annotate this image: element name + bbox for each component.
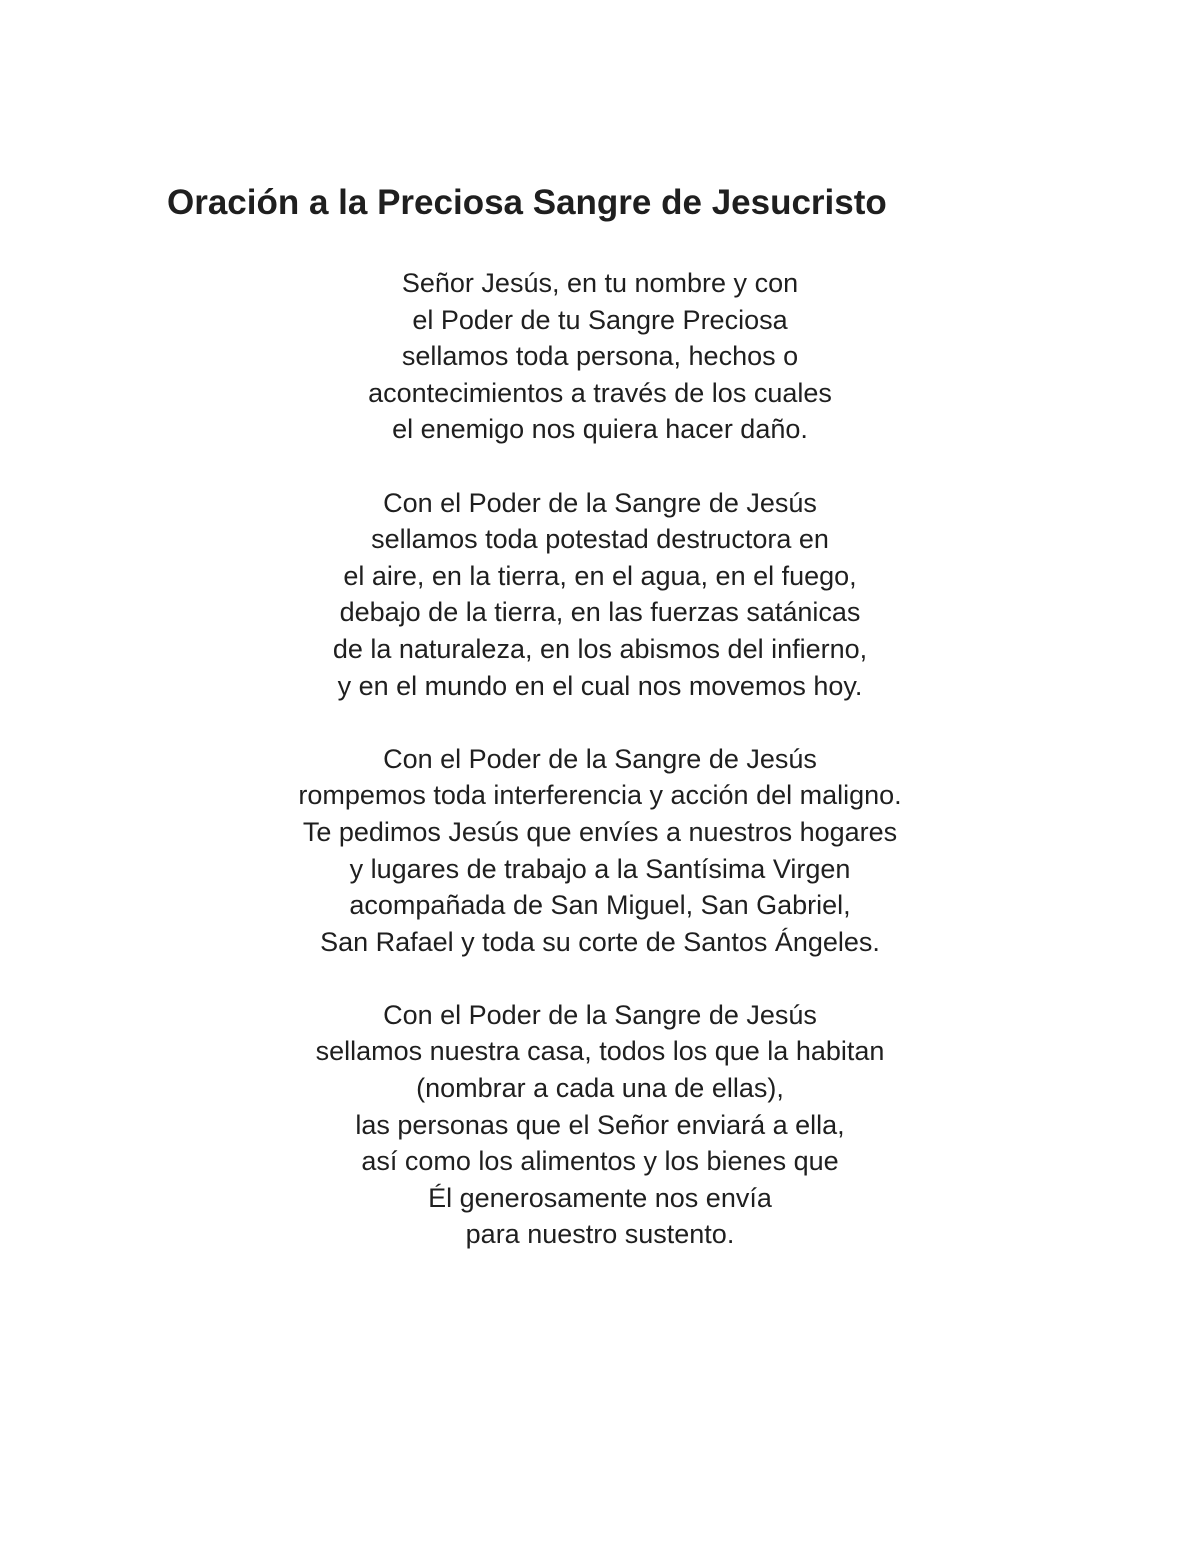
stanza-1 [0,265,1200,448]
stanza-line: acompañada de San Miguel, San Gabriel, [349,890,851,921]
stanza-line: debajo de la tierra, en las fuerzas satánicas [339,597,861,628]
stanza-line: (nombrar a cada una de ellas), [416,1073,784,1104]
stanza-3 [0,741,1200,961]
stanza-line: y en el mundo en el cual nos movemos hoy. [337,670,863,701]
stanza-line: rompemos toda interferencia y acción del maligno. [298,780,902,811]
stanza-line: Te pedimos Jesús que envíes a nuestros hogares [302,816,898,847]
stanza-line: para nuestro sustento. [465,1219,735,1250]
stanza-line: y lugares de trabajo a la Santísima Virgen [349,853,851,884]
stanza-line: Él generosamente nos envía [428,1182,772,1213]
stanza-line: Con el Poder de la Sangre de Jesús [383,743,817,774]
stanza-line: Con el Poder de la Sangre de Jesús [383,487,817,518]
stanza-line: sellamos toda persona, hechos o [401,341,799,372]
stanza-line: sellamos nuestra casa, todos los que la habitan [315,1036,885,1067]
stanza-line: las personas que el Señor enviará a ella, [355,1109,845,1140]
stanza-2 [0,485,1200,705]
stanza-line: sellamos toda potestad destructora en [371,524,829,555]
stanza-line: San Rafael y toda su corte de Santos Ángeles. [320,926,880,957]
stanza-line: acontecimientos a través de los cuales [368,377,832,408]
stanza-line: de la naturaleza, en los abismos del infierno, [332,633,868,664]
page-title: Oración a la Preciosa Sangre de Jesucristo [167,183,887,222]
stanza-line: el aire, en la tierra, en el agua, en el fuego, [343,560,857,591]
stanza-line: el enemigo nos quiera hacer daño. [392,414,808,445]
stanza-line: el Poder de tu Sangre Preciosa [412,304,788,335]
prayer-body [0,265,1200,1253]
stanza-line: así como los alimentos y los bienes que [361,1146,839,1177]
stanza-line: Señor Jesús, en tu nombre y con [401,268,799,298]
stanza-4 [0,997,1200,1253]
stanza-line: Con el Poder de la Sangre de Jesús [383,999,817,1030]
